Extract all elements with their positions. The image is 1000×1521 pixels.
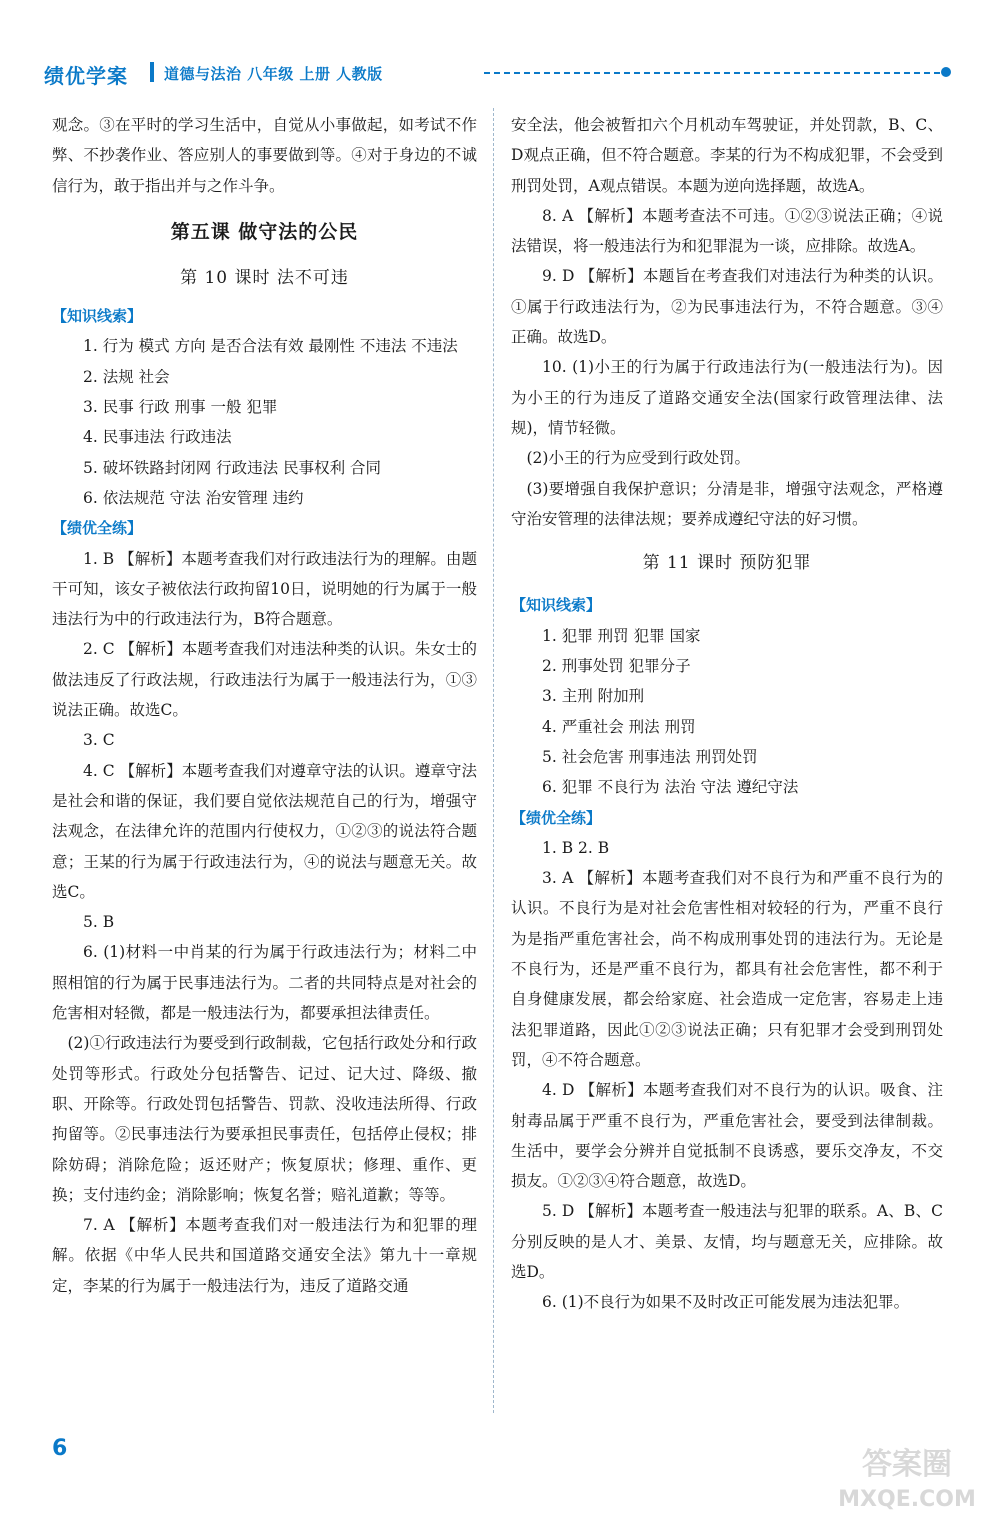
answer-list: [511, 833, 943, 1318]
answer-item: 2. C 【解析】本题考查我们对违法种类的认识。朱女士的做法违反了行政法规，行政违法行为属于一般违法行为，①③说法正确。故选C。: [52, 640, 477, 720]
answer-item: 5. B: [83, 913, 115, 932]
section-tag-practice: 【绩优全练】: [52, 519, 143, 538]
answer-item: 1. B 2. B: [542, 838, 610, 857]
brand-separator: [150, 62, 154, 82]
knowledge-item: 2. 刑事处罚 犯罪分子: [542, 657, 691, 676]
knowledge-item: 6. 依法规范 守法 治安管理 违约: [83, 488, 304, 507]
answer-item: 5. D 【解析】本题考查一般违法与犯罪的联系。A、B、C分别反映的是人才、美景、友情，均与题意无关，应排除。故选D。: [511, 1202, 943, 1281]
knowledge-item: 3. 主刑 附加刑: [542, 687, 645, 706]
answer-item: 6. (1)材料一中肖某的行为属于行政违法行为；材料二中照相馆的行为属于民事违法行为。二者的共同特点是对社会的危害相对轻微，都是一般违法行为，都要承担法律责任。: [52, 943, 477, 1023]
answer-item: 3. C: [83, 731, 115, 750]
answer-item: 安全法，他会被暂扣六个月机动车驾驶证，并处罚款，B、C、D观点正确，但不符合题意。李某的行为不构成犯罪，不会受到刑罚处罚，A观点错误。本题为逆向选择题，故选A。: [511, 116, 943, 195]
answer-item: 6. (1)不良行为如果不及时改正可能发展为违法犯罪。: [542, 1293, 910, 1312]
answer-item: 8. A 【解析】本题考查法不可违。①②③说法正确；④说法错误，将一般违法行为和犯罪混为一谈，应排除。故选A。: [511, 206, 943, 256]
answer-item: (3)要增强自我保护意识；分清是非，增强守法观念，严格遵守治安管理的法律法规；要养成遵纪守法的好习惯。: [511, 479, 943, 528]
column-divider: [493, 108, 494, 1413]
answer-item: 10. (1)小王的行为属于行政违法行为(一般违法行为)。因为小王的行为违反了道路交通安全法(国家行政管理法律、法规)，情节轻微。: [511, 358, 943, 437]
knowledge-item: 1. 犯罪 刑罚 犯罪 国家: [542, 626, 701, 645]
knowledge-item: 5. 破坏铁路封闭网 行政违法 民事权利 合同: [83, 458, 381, 477]
watermark-logo: [832, 1440, 982, 1515]
watermark-top: 答案圈: [862, 1447, 952, 1482]
knowledge-item: 2. 法规 社会: [83, 367, 170, 386]
answer-item: 9. D 【解析】本题旨在考查我们对违法行为种类的认识。①属于行政违法行为，②为民事违法行为，不符合题意。③④正确。故选D。: [511, 267, 943, 347]
watermark-bottom: MXQE.COM: [838, 1487, 976, 1512]
intro-paragraph: 观念。③在平时的学习生活中，自觉从小事做起，如考试不作弊、不抄袭作业、答应别人的事要做到等。④对于身边的不诚信行为，敢于指出并与之作斗争。: [52, 116, 477, 195]
knowledge-list: [511, 621, 943, 803]
right-column: [511, 110, 943, 1318]
page-header: [44, 58, 954, 88]
knowledge-list: [52, 331, 477, 513]
subject-info: 道德与法治 八年级 上册 人教版: [164, 65, 383, 83]
left-column: [52, 110, 477, 1301]
section-tag-knowledge: 【知识线索】: [52, 307, 143, 326]
answer-item: 4. D 【解析】本题考查我们对不良行为的认识。吸食、注射毒品属于严重不良行为，严重危害社会，要受到法律制裁。生活中，要学会分辨并自觉抵制不良诱惑，要乐交净友，不交损友。①②③④符合题意，故选D。: [511, 1081, 943, 1191]
knowledge-item: 5. 社会危害 刑事违法 刑罚处罚: [542, 747, 758, 766]
section-tag-knowledge: 【知识线索】: [511, 596, 602, 615]
knowledge-item: 4. 严重社会 刑法 刑罚: [542, 717, 696, 736]
brand-title: 绩优学案: [44, 64, 128, 88]
section-tag-practice: 【绩优全练】: [511, 808, 602, 827]
period-title: 第 11 课时 预防犯罪: [642, 553, 812, 574]
header-dot-icon: [941, 67, 951, 77]
answer-item: (2)小王的行为应受到行政处罚。: [526, 449, 750, 468]
page-number: 6: [52, 1436, 68, 1461]
answer-item: (2)①行政违法行为要受到行政制裁，它包括行政处分和行政处罚等形式。行政处分包括警告、记过、记大过、降级、撤职、开除等。行政处罚包括警告、罚款、没收违法所得、行政拘留等。②民事违法行为要承担民事责任，包括停止侵权；排除妨碍；消除危险；返还财产；恢复原状；修理、重作、更换；支付违约金；消除影响；恢复名誉；赔礼道歉；等等。: [52, 1034, 477, 1204]
answer-list-continued: [511, 110, 943, 534]
knowledge-item: 4. 民事违法 行政违法: [83, 428, 232, 447]
answer-item: 1. B 【解析】本题考查我们对行政违法行为的理解。由题干可知，该女子被依法行政拘留10日，说明她的行为属于一般违法行为中的行政违法行为，B符合题意。: [52, 549, 477, 629]
answer-item: 7. A 【解析】本题考查我们对一般违法行为和犯罪的理解。依据《中华人民共和国道路交通安全法》第九十一章规定，李某的行为属于一般违法行为，违反了道路交通: [52, 1216, 477, 1295]
lesson-title: 第五课 做守法的公民: [170, 220, 359, 243]
knowledge-item: 3. 民事 行政 刑事 一般 犯罪: [83, 398, 278, 417]
period-title: 第 10 课时 法不可违: [180, 267, 349, 288]
answer-list: [52, 544, 477, 1301]
answer-item: 4. C 【解析】本题考查我们对遵章守法的认识。遵章守法是社会和谐的保证，我们要自觉依法规范自己的行为，增强守法观念，在法律允许的范围内行使权力，①②③的说法符合题意；王某的行为属于行政违法行为，④的说法与题意无关。故选C。: [52, 761, 477, 901]
answer-item: 3. A 【解析】本题考查我们对不良行为和严重不良行为的认识。不良行为是对社会危害性相对较轻的行为，严重不良行为是指严重危害社会，尚不构成刑事处罚的违法行为。无论是不良行为，还是严重不良行为，都具有社会危害性，都不利于自身健康发展，都会给家庭、社会造成一定危害，容易走上违法犯罪道路，因此①②③说法正确；只有犯罪才会受到刑罚处罚，④不符合题意。: [511, 869, 943, 1069]
header-dashed-line: [484, 72, 940, 74]
knowledge-item: 1. 行为 模式 方向 是否合法有效 最刚性 不违法 不违法: [83, 337, 458, 356]
knowledge-item: 6. 犯罪 不良行为 法治 守法 遵纪守法: [542, 778, 799, 797]
